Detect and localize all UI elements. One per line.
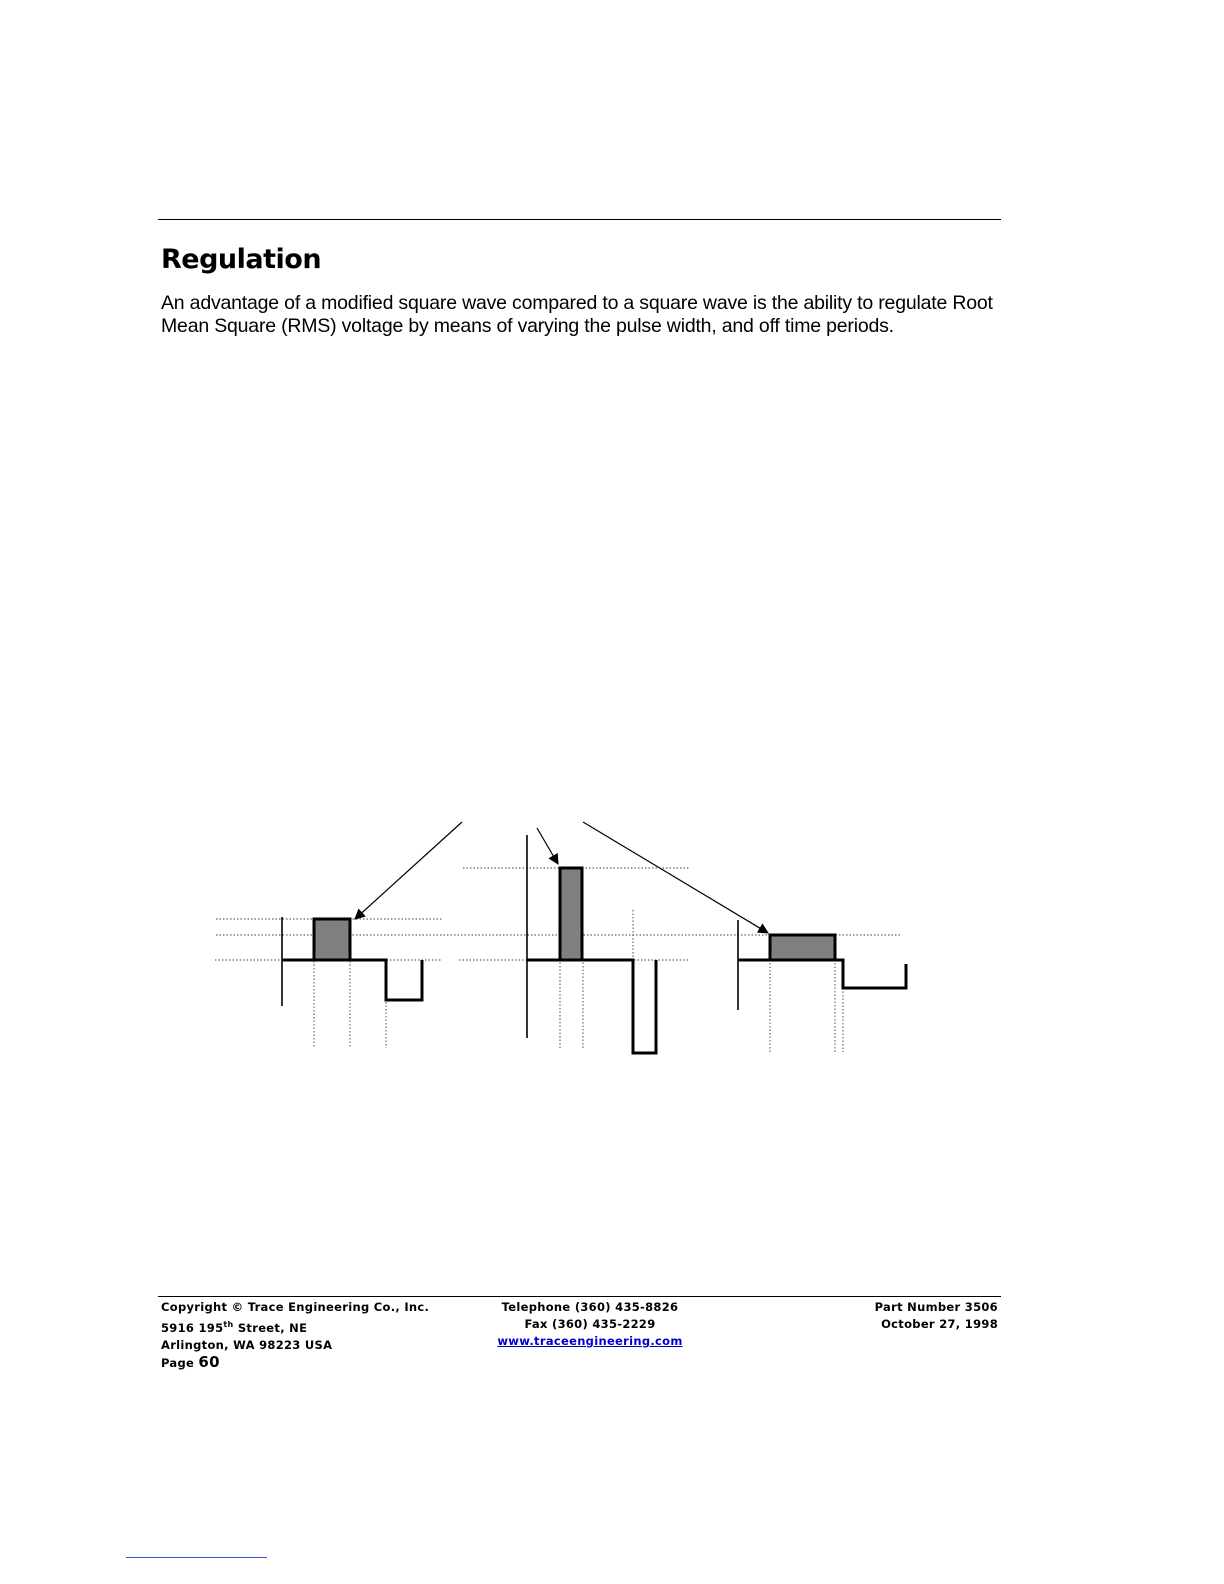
copyright-text: Copyright © Trace Engineering Co., Inc.	[161, 1300, 430, 1314]
website-link[interactable]: www.traceengineering.com	[497, 1334, 683, 1348]
negative-pulse-2	[582, 960, 656, 1053]
section-heading: Regulation	[161, 244, 322, 275]
positive-pulse-3	[770, 935, 835, 960]
footer-center	[470, 1299, 710, 1350]
rms-waveform-diagram	[0, 800, 1224, 1070]
footer-right	[800, 1299, 998, 1333]
arrow-to-pulse-1	[355, 822, 462, 919]
positive-pulse-1	[314, 919, 350, 960]
negative-pulse-1	[350, 960, 422, 1000]
fax-text: Fax (360) 435-2229	[524, 1317, 656, 1331]
footer-left	[161, 1299, 429, 1372]
city-address: Arlington, WA 98223 USA	[161, 1337, 333, 1352]
part-number: Part Number 3506	[874, 1300, 998, 1314]
telephone-text: Telephone (360) 435-8826	[501, 1300, 679, 1314]
footer-rule	[158, 1296, 1001, 1297]
street-address: 5916 195th Street, NE	[161, 1320, 308, 1335]
arrow-to-pulse-2	[537, 828, 558, 864]
negative-pulse-3	[835, 960, 906, 988]
page-indicator: Page 60	[161, 1352, 220, 1371]
positive-pulse-2	[560, 868, 582, 960]
header-rule	[158, 219, 1001, 220]
document-date: October 27, 1998	[881, 1317, 998, 1331]
page-number: 60	[198, 1352, 220, 1371]
footnote-separator	[126, 1557, 267, 1558]
arrow-to-pulse-3	[583, 822, 768, 933]
section-paragraph: An advantage of a modified square wave compared to a square wave is the ability to regulate Root Mean Square (RMS) voltage by means of varying the pulse width, and off time periods.	[161, 292, 993, 337]
